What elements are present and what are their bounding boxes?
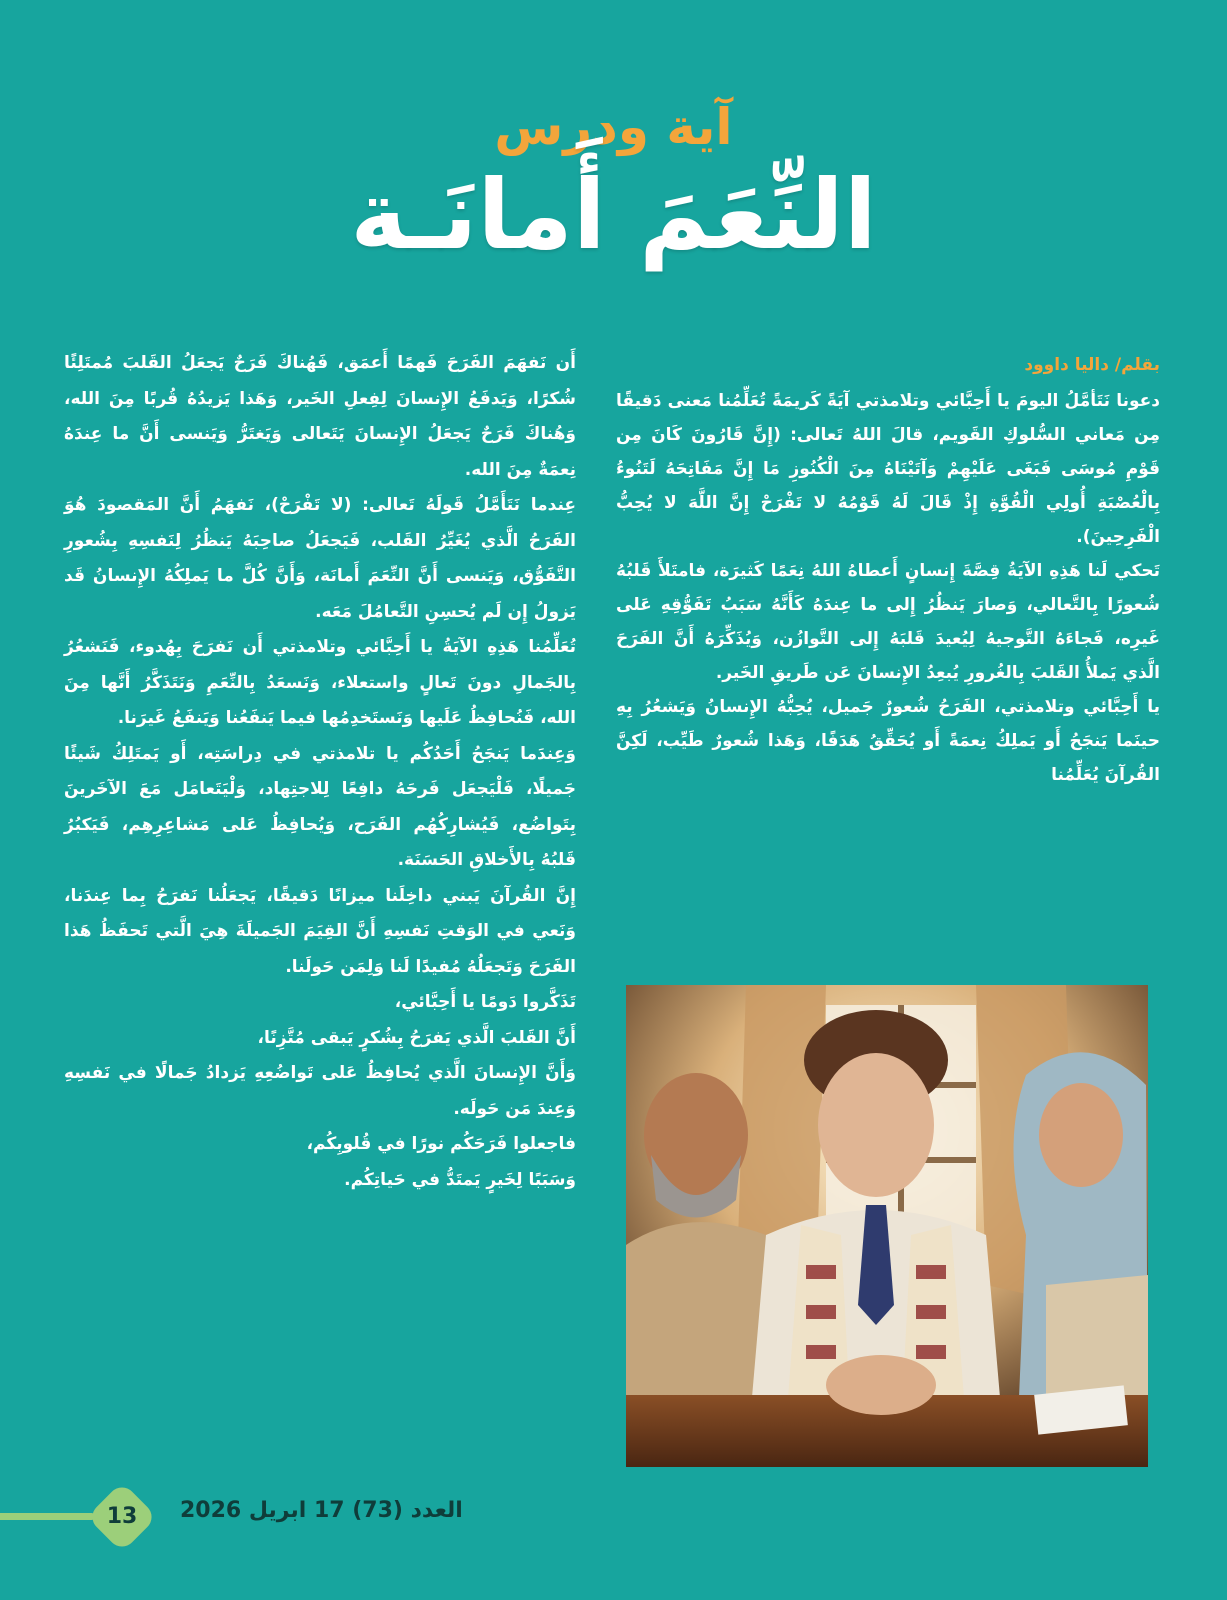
page-title: النِّعَمَ أَمانَـة: [350, 159, 877, 271]
page-number: 13: [106, 1504, 138, 1529]
closing-line: وَأَنَّ الإِنسانَ الَّذي يُحافِظُ عَلى تَواضُعِهِ يَزدادُ جَمالًا في نَفسِهِ وَعِندَ مَن حَولَه.: [64, 1063, 576, 1119]
footer-rule: [0, 1513, 95, 1520]
family-illustration: [626, 985, 1148, 1467]
closing-line: تَذَكَّروا دَومًا يا أَحِبَّائي،: [394, 992, 576, 1012]
paragraph: وَعِندَما يَنجَحُ أَحَدُكُم يا تلامذتي في دِراسَتِه، أَو يَمتَلِكُ شَيئًا جَميلًا، فَلْيَجعَل فَرحَهُ دافِعًا لِلاجتِهاد، وَلْيَتَعامَل مَعَ الآخَرينَ بِتَواضُع، فَيُشارِكُهُم الفَرَح، وَيُحافِظُ عَلى مَشاعِرِهِم، فَيَكبُرُ قَلبُهُ بِالأَخلاقِ الحَسَنَة.: [64, 743, 576, 870]
closing-line: أَنَّ القَلبَ الَّذي يَفرَحُ بِشُكرٍ يَبقى مُتَّزِنًا،: [257, 1027, 576, 1048]
article-column-left: [64, 346, 576, 1198]
paragraph: دعونا نَتَأمَّلُ اليومَ يا أَحِبَّائي وتلامذتي آيَةً كَريمَةً تُعَلِّمُنا مَعنى دَقيقًا مِن مَعاني السُّلوكِ القَويم، قالَ اللهُ تَعالى: (إِنَّ قَارُونَ كَانَ مِن قَوْمِ مُوسَى فَبَغَى عَلَيْهِمْ وَآتَيْنَاهُ مِنَ الْكُنُوزِ مَا إِنَّ مَفَاتِحَهُ لَتَنُوءُ بِالْعُصْبَةِ أُولِي الْقُوَّةِ إِذْ قَالَ لَهُ قَوْمُهُ لا تَفْرَحْ إِنَّ اللَّهَ لا يُحِبُّ الْفَرِحِينَ).: [616, 391, 1160, 547]
article-column-right: [616, 350, 1160, 792]
closing-line: وَسَبَبًا لِخَيرٍ يَمتَدُّ في حَياتِكُم.: [344, 1169, 576, 1190]
paragraph: إِنَّ القُرآنَ يَبني داخِلَنا ميزانًا دَقيقًا، يَجعَلُنا نَفرَحُ بِما عِندَنا، وَنَعي في الوَقتِ نَفسِهِ أَنَّ القِيَمَ الجَميلَةَ هِيَ الَّتي تَحفَظُ هَذا الفَرَحَ وَتَجعَلُهُ مُفيدًا لَنا وَلِمَن حَولَنا.: [64, 885, 576, 977]
paragraph: تُعَلِّمُنا هَذِهِ الآيَةُ يا أَحِبَّائي وتلامذتي أَن نَفرَحَ بِهُدوء، فَنَشعُرُ بِالجَمالِ دونَ تَعالٍ واستعلاء، وَنَسعَدُ بِالنِّعَمِ وَنَتَذَكَّرُ أَنَّها مِنَ الله، فَنُحافِظُ عَلَيها وَنَستَخدِمُها فيما يَنفَعُنا وَيَنفَعُ غَيرَنا.: [64, 637, 576, 728]
illustration-art: [626, 985, 1148, 1467]
issue-info: العدد (73) 17 ابريل 2026: [180, 1498, 463, 1523]
paragraph: تَحكي لَنا هَذِهِ الآيَةُ قِصَّةَ إِنسانٍ أَعطاهُ اللهُ نِعَمًا كَثيرَة، فامتَلأَ قَلبُهُ شُعورًا بِالتَّعالي، وَصارَ يَنظُرُ إِلى ما عِندَهُ كَأَنَّهُ سَبَبُ تَفَوُّقِهِ عَلى غَيرِه، فَجاءَهُ التَّوجيهُ لِيُعيدَ قَلبَهُ إِلى التَّوازُن، وَيُذَكِّرَهُ أَنَّ الفَرَحَ الَّذي يَملأُ القَلبَ بِالغُرورِ يُبعِدُ الإِنسانَ عَن طَريقِ الخَير.: [616, 561, 1160, 683]
paragraph: أَن نَفهَمَ الفَرَحَ فَهمًا أَعمَق، فَهُناكَ فَرَحٌ يَجعَلُ القَلبَ مُمتَلِئًا شُكرًا، وَيَدفَعُ الإِنسانَ لِفِعلِ الخَير، وَهَذا يَزيدُهُ قُربًا مِنَ الله، وَهُناكَ فَرَحٌ يَجعَلُ الإِنسانَ يَتَعالى وَيَغتَرُّ وَيَنسى أَنَّ ما عِندَهُ نِعمَةٌ مِنَ الله.: [64, 353, 576, 480]
author-byline: بقلم/ داليا داوود: [1024, 355, 1160, 375]
paragraph: يا أَحِبَّائي وتلامذتي، الفَرَحُ شُعورٌ جَميل، يُحِبُّهُ الإِنسانُ وَيَشعُرُ بِهِ حينَما يَنجَحُ أَو يَملِكُ نِعمَةً أَو يُحَقِّقُ هَدَفًا، وَهَذا شُعورٌ طَيِّب، لَكِنَّ القُرآنَ يُعَلِّمُنا: [616, 697, 1160, 785]
section-kicker: آية ودرس: [494, 98, 733, 156]
paragraph: عِندما نَتَأَمَّلُ قَولَهُ تَعالى: (لا تَفْرَحْ)، نَفهَمُ أَنَّ المَقصودَ هُوَ الفَرَحُ الَّذي يُغَيِّرُ القَلب، فَيَجعَلُ صاحِبَهُ يَنظُرُ لِنَفسِهِ بِشُعورِ التَّفَوُّق، وَيَنسى أَنَّ النِّعَمَ أَمانَة، وَأَنَّ كُلَّ ما يَملِكُهُ الإِنسانُ قَد يَزولُ إِن لَم يُحسِنِ التَّعامُلَ مَعَه.: [64, 495, 576, 622]
closing-line: فاجعلوا فَرَحَكُم نورًا في قُلوبِكُم،: [306, 1134, 576, 1154]
